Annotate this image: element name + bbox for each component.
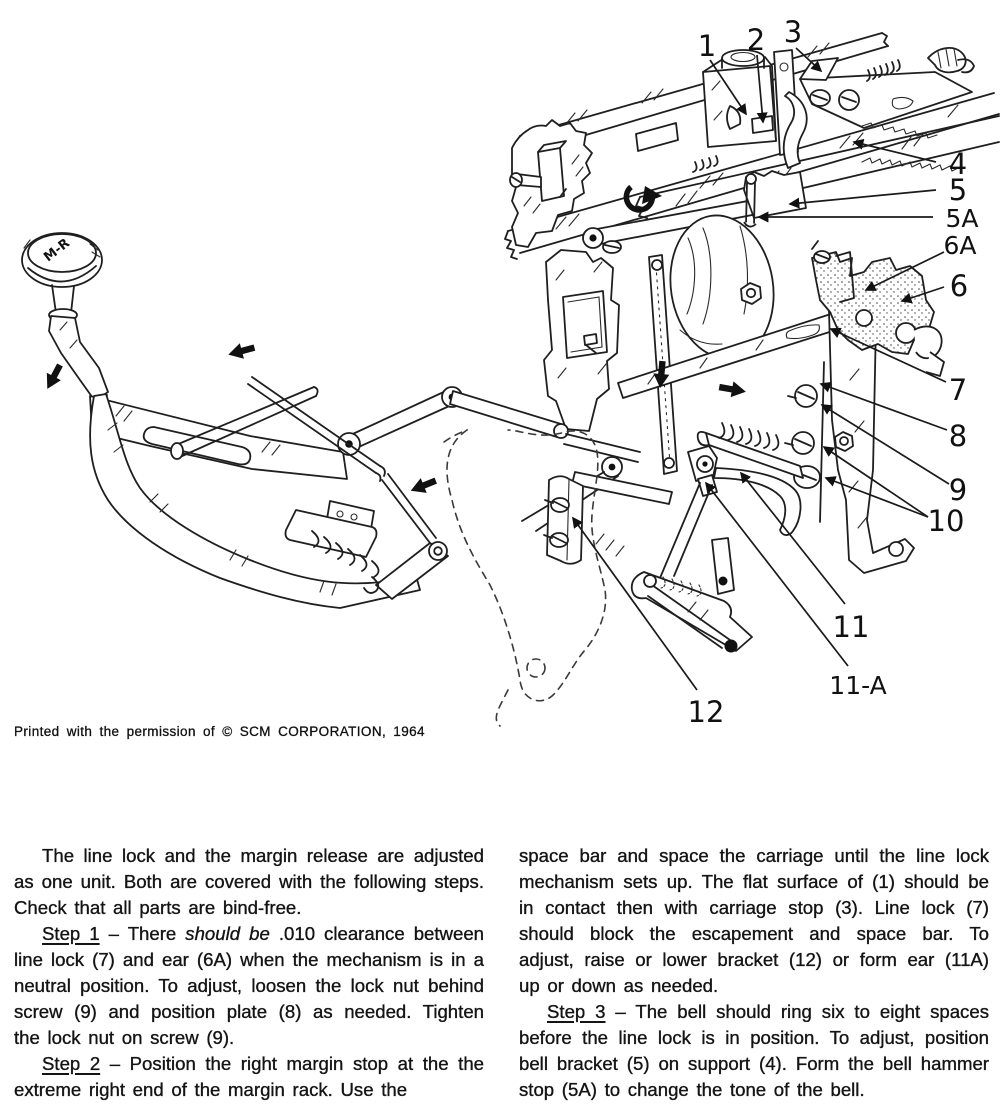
- callout-6: 6: [949, 269, 969, 303]
- step-1-paragraph: [14, 921, 484, 1051]
- intro-paragraph: The line lock and the margin release are adjusted as one unit. Both are covered with the following steps. Check that all parts are bind-free.: [14, 845, 484, 918]
- knob-label: M-R: [41, 235, 73, 266]
- step-3-paragraph: [519, 999, 989, 1103]
- callout-4: 4: [948, 147, 968, 181]
- step-2-paragraph: [14, 1051, 484, 1103]
- step-3-label: Step 3: [547, 1001, 606, 1022]
- callout-12: 12: [687, 695, 725, 729]
- step-1-text-pre: – There: [99, 923, 186, 944]
- step-2-label: Step 2: [42, 1053, 101, 1074]
- continuation-paragraph: space bar and space the carriage until the line lock mechanism sets up. The flat surface of (1) should be in contact then with carriage stop (3). Line lock (7) should block the escapement and space bar. To adjust, raise or lower bracket (12) or form ear (11A) up or down as needed.: [519, 845, 989, 996]
- margin-stop-block: [703, 50, 807, 168]
- callout-5: 5: [948, 173, 968, 207]
- callout-10: 10: [927, 504, 965, 538]
- callout-7: 7: [948, 373, 968, 407]
- callout-6a: 6A: [943, 231, 977, 260]
- mounting-casting: [544, 250, 619, 431]
- text-column-left: [14, 843, 484, 1103]
- step-1-text-italic: should be: [185, 923, 270, 944]
- carriage-stop-assembly: [800, 48, 974, 138]
- callout-9: 9: [948, 473, 968, 507]
- callout-8: 8: [948, 419, 968, 453]
- callout-11: 11: [832, 610, 870, 644]
- figure-caption: Printed with the permission of © SCM CORPORATION, 1964: [14, 724, 425, 739]
- step-1-label: Step 1: [42, 923, 100, 944]
- step-2-text: – Position the right margin stop at the the extreme right end of the margin rack. Use the: [14, 1053, 484, 1100]
- margin-release-knob: [22, 233, 113, 413]
- stirrup-bracket: [596, 483, 752, 653]
- callout-11a: 11-A: [829, 671, 887, 700]
- callout-1: 1: [697, 29, 717, 63]
- text-column-right: [519, 843, 989, 1103]
- callout-2: 2: [746, 23, 766, 57]
- step-1-text-post: .010 clearance between line lock (7) and ear (6A) when the mechanism is in a neutral position. To adjust, loosen the lock nut behind screw (9) and position plate (8) as needed. Tighten the lock nut on screw (9).: [14, 923, 485, 1048]
- step-3-text: – The bell should ring six to eight spaces before the line lock is in position. To adjust, position bell bracket (5) on support (4). Form the bell hammer stop (5A) to change the tone of the bell.: [519, 1001, 989, 1100]
- bracket-12: [544, 476, 583, 564]
- article-body: [14, 843, 990, 1103]
- callout-3: 3: [783, 15, 803, 49]
- torn-rail-end-plate: [510, 120, 592, 247]
- callout-5a: 5A: [945, 204, 979, 233]
